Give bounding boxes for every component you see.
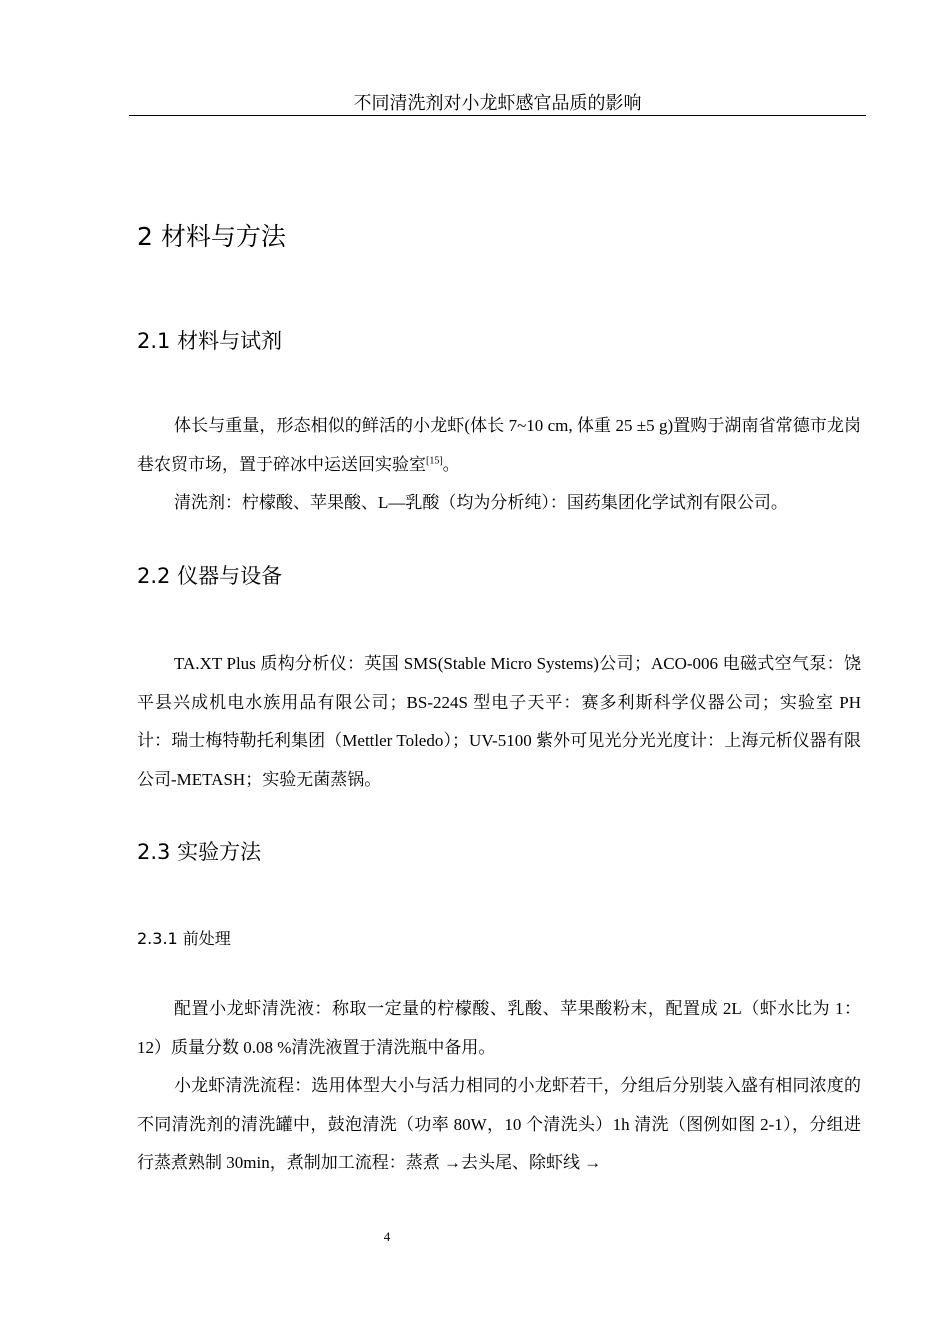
section-heading: 2 材料与方法	[137, 222, 286, 251]
paragraph-instruments: TA.XT Plus 质构分析仪：英国 SMS(Stable Micro Systems)公司；ACO-006 电磁式空气泵：饶平县兴成机电水族用品有限公司；BS-224S 型电子天平：赛多利斯科学仪器公司；实验室 PH 计：瑞士梅特勒托利集团（Mettler Toledo）；UV-5100 紫外可见光分光光度计：上海元析仪器有限公司-METASH；实验无菌蒸锅。	[137, 654, 861, 789]
header-divider	[129, 115, 866, 116]
page-number: 4	[383, 1229, 391, 1244]
subsection-heading-2-1: 2.1 材料与试剂	[137, 329, 283, 353]
subsection-heading-2-3: 2.3 实验方法	[137, 840, 262, 864]
paragraph-cleaning-process: 小龙虾清洗流程：选用体型大小与活力相同的小龙虾若干，分组后分别装入盛有相同浓度的不同清洗剂的清洗罐中，鼓泡清洗（功率 80W，10 个清洗头）1h 清洗（图例如图 2-1），分组进行蒸煮熟制 30min，煮制加工流程：蒸煮 →去头尾、除虾线 →	[137, 1076, 861, 1172]
subsection-heading-2-2: 2.2 仪器与设备	[137, 564, 283, 588]
paragraph-cleaning-agents: 清洗剂：柠檬酸、苹果酸、L—乳酸（均为分析纯）：国药集团化学试剂有限公司。	[174, 493, 788, 512]
paragraph-materials-end: 。	[442, 454, 460, 474]
citation-ref: [15]	[426, 454, 443, 466]
paragraph-materials-text: 体长与重量，形态相似的鲜活的小龙虾(体长 7~10 cm, 体重 25 ±5 g)置购于湖南省常德市龙岗巷农贸市场，置于碎冰中运送回实验室	[137, 416, 861, 474]
paragraph-solution-prep: 配置小龙虾清洗液：称取一定量的柠檬酸、乳酸、苹果酸粉末，配置成 2L（虾水比为 1：12）质量分数 0.08 %清洗液置于清洗瓶中备用。	[137, 999, 861, 1057]
paragraph-materials	[137, 407, 861, 484]
subsubsection-heading-2-3-1: 2.3.1 前处理	[137, 929, 231, 948]
running-header: 不同清洗剂对小龙虾感官品质的影响	[353, 93, 642, 113]
